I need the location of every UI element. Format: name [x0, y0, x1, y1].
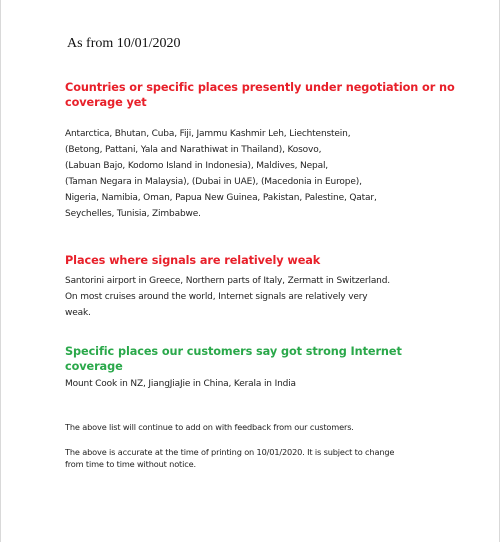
- heading-line: Places where signals are relatively weak: [65, 254, 321, 267]
- date-line: As from 10/01/2020: [67, 36, 181, 51]
- heading-line: Specific places our customers say got strong Internet: [65, 345, 402, 358]
- body-line: On most cruises around the world, Internet signals are relatively very: [65, 292, 368, 302]
- body-line: weak.: [65, 308, 91, 318]
- body-line: (Taman Negara in Malaysia), (Dubai in UAE), (Macedonia in Europe),: [65, 177, 362, 187]
- section-heading-weak-signal: [65, 253, 320, 268]
- note-line: from time to time without notice.: [65, 458, 196, 469]
- section-body-weak-signal: [65, 273, 457, 321]
- heading-line: coverage: [65, 360, 123, 373]
- note-line: The above is accurate at the time of printing on 10/01/2020. It is subject to change: [65, 447, 395, 457]
- body-line: (Betong, Pattani, Yala and Narathiwat in Thailand), Kosovo,: [65, 145, 322, 155]
- note-accuracy: [65, 447, 465, 470]
- body-line: Seychelles, Tunisia, Zimbabwe.: [65, 209, 201, 219]
- heading-line: Countries or specific places presently under negotiation or no: [65, 81, 455, 94]
- section-heading-no-coverage: [65, 80, 455, 110]
- heading-line: coverage yet: [65, 96, 147, 109]
- body-line: Antarctica, Bhutan, Cuba, Fiji, Jammu Kashmir Leh, Liechtenstein,: [65, 129, 351, 139]
- body-line: Mount Cook in NZ, JiangJiaJie in China, Kerala in India: [65, 379, 296, 389]
- section-body-no-coverage: [65, 126, 457, 222]
- body-line: Santorini airport in Greece, Northern parts of Italy, Zermatt in Switzerland.: [65, 276, 391, 286]
- note-feedback: [65, 422, 465, 434]
- body-line: (Labuan Bajo, Kodomo Island in Indonesia), Maldives, Nepal,: [65, 161, 329, 171]
- section-body-strong-coverage: [65, 376, 457, 392]
- section-heading-strong-coverage: [65, 344, 402, 374]
- note-line: The above list will continue to add on with feedback from our customers.: [65, 422, 354, 432]
- body-line: Nigeria, Namibia, Oman, Papua New Guinea, Pakistan, Palestine, Qatar,: [65, 193, 377, 203]
